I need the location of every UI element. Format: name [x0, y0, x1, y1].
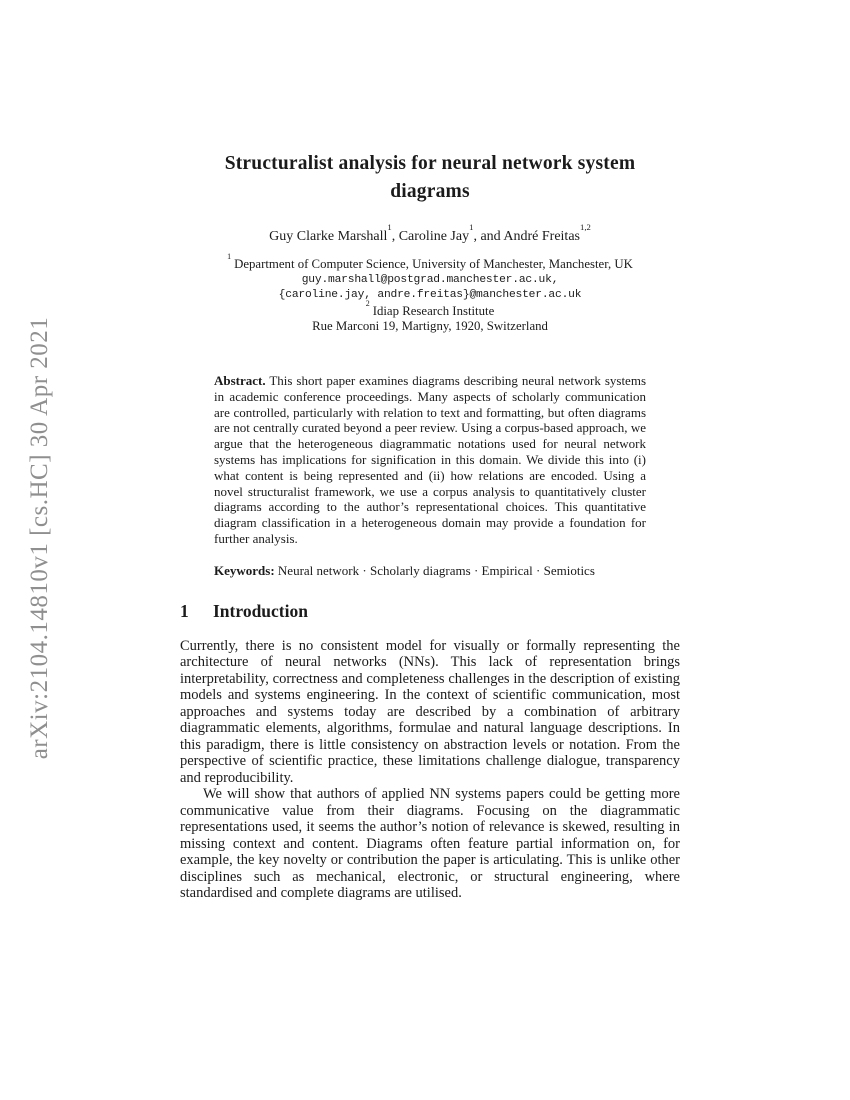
author-name: Caroline Jay [398, 229, 470, 244]
affiliation-text: Idiap Research Institute [372, 303, 495, 318]
author-line [180, 222, 680, 245]
arxiv-watermark: arXiv:2104.14810v1 [cs.HC] 30 Apr 2021 [26, 316, 53, 760]
keywords-label: Keywords: [214, 562, 275, 578]
author-separator: , [391, 229, 399, 244]
author-name: André Freitas [503, 229, 580, 244]
email-line: guy.marshall@postgrad.manchester.ac.uk, [301, 273, 559, 286]
affiliation-line [180, 298, 680, 320]
affiliation-text: Rue Marconi 19, Martigny, 1920, Switzerland [312, 319, 548, 334]
title-line-2: diagrams [390, 181, 470, 202]
section-number: 1 [180, 600, 189, 621]
affiliation-line [180, 319, 680, 335]
email-line: {caroline.jay, andre.freitas}@manchester.ac.uk [278, 289, 582, 302]
affiliation-text: Department of Computer Science, University of Manchester, Manchester, UK [234, 257, 633, 271]
body-paragraph: Currently, there is no consistent model for visually or formally representing the architecture of neural networks (NNs). This lack of representation brings interpretability, correctness and completeness challenges in the description of existing models and systems engineering. In the context of scientific communication, most approaches and systems today are described by a combination of arbitrary diagrammatic elements, algorithms, formulae and natural language descriptions. In this paradigm, there is little consistency on abstraction levels or notation. From the perspective of scientific practice, these limitations challenge dialogue, transparency and reproducibility. [180, 637, 680, 786]
author-separator: , and [473, 229, 504, 244]
author-affiliation-marker: 1 [387, 222, 392, 233]
title-line-1: Structuralist analysis for neural network system [224, 153, 636, 174]
affiliation-marker: 2 [365, 298, 370, 308]
affiliation-marker: 1 [227, 252, 232, 262]
content-column [180, 0, 680, 902]
paper-title [180, 150, 680, 206]
author-name: Guy Clarke Marshall [269, 229, 388, 244]
body-paragraph: We will show that authors of applied NN systems papers could be getting more communicative value from their diagrams. Focusing on the diagrammatic representations used, it seems the author’s notion of relevance is skewed, resulting in missing context and content. Diagrams often feature partial information on, for example, the key novelty or contribution the paper is articulating. This is unlike other disciplines such as mechanical, electronic, or structural engineering, where standardised and complete diagrams are utilised. [180, 786, 680, 902]
section-title: Introduction [213, 600, 308, 621]
abstract-text: This short paper examines diagrams describing neural network systems in academic conference proceedings. Many aspects of scholarly communication are controlled, particularly with relation to text and formatting, but often diagrams are not centrally curated beyond a peer review. Using a corpus-based approach, we argue that the heterogeneous diagrammatic notations used for neural network systems has implications for signification in this domain. We divide this into (i) what content is being represented and (ii) how relations are encoded. Using a novel structuralist framework, we use a corpus analysis to quantitatively cluster diagrams according to the author’s representational choices. This quantitative diagram classification in a heterogeneous domain may provide a foundation for further analysis. [214, 372, 647, 546]
author-affiliation-marker: 1 [469, 222, 474, 233]
abstract [214, 373, 646, 547]
abstract-label: Abstract. [214, 372, 266, 388]
affiliations-block [180, 252, 680, 335]
keywords [214, 563, 646, 579]
author-affiliation-marker: 1,2 [579, 222, 591, 233]
keywords-text: Neural network · Scholarly diagrams · Empirical · Semiotics [277, 562, 595, 578]
affiliation-line [180, 252, 680, 273]
section-heading [180, 600, 680, 622]
